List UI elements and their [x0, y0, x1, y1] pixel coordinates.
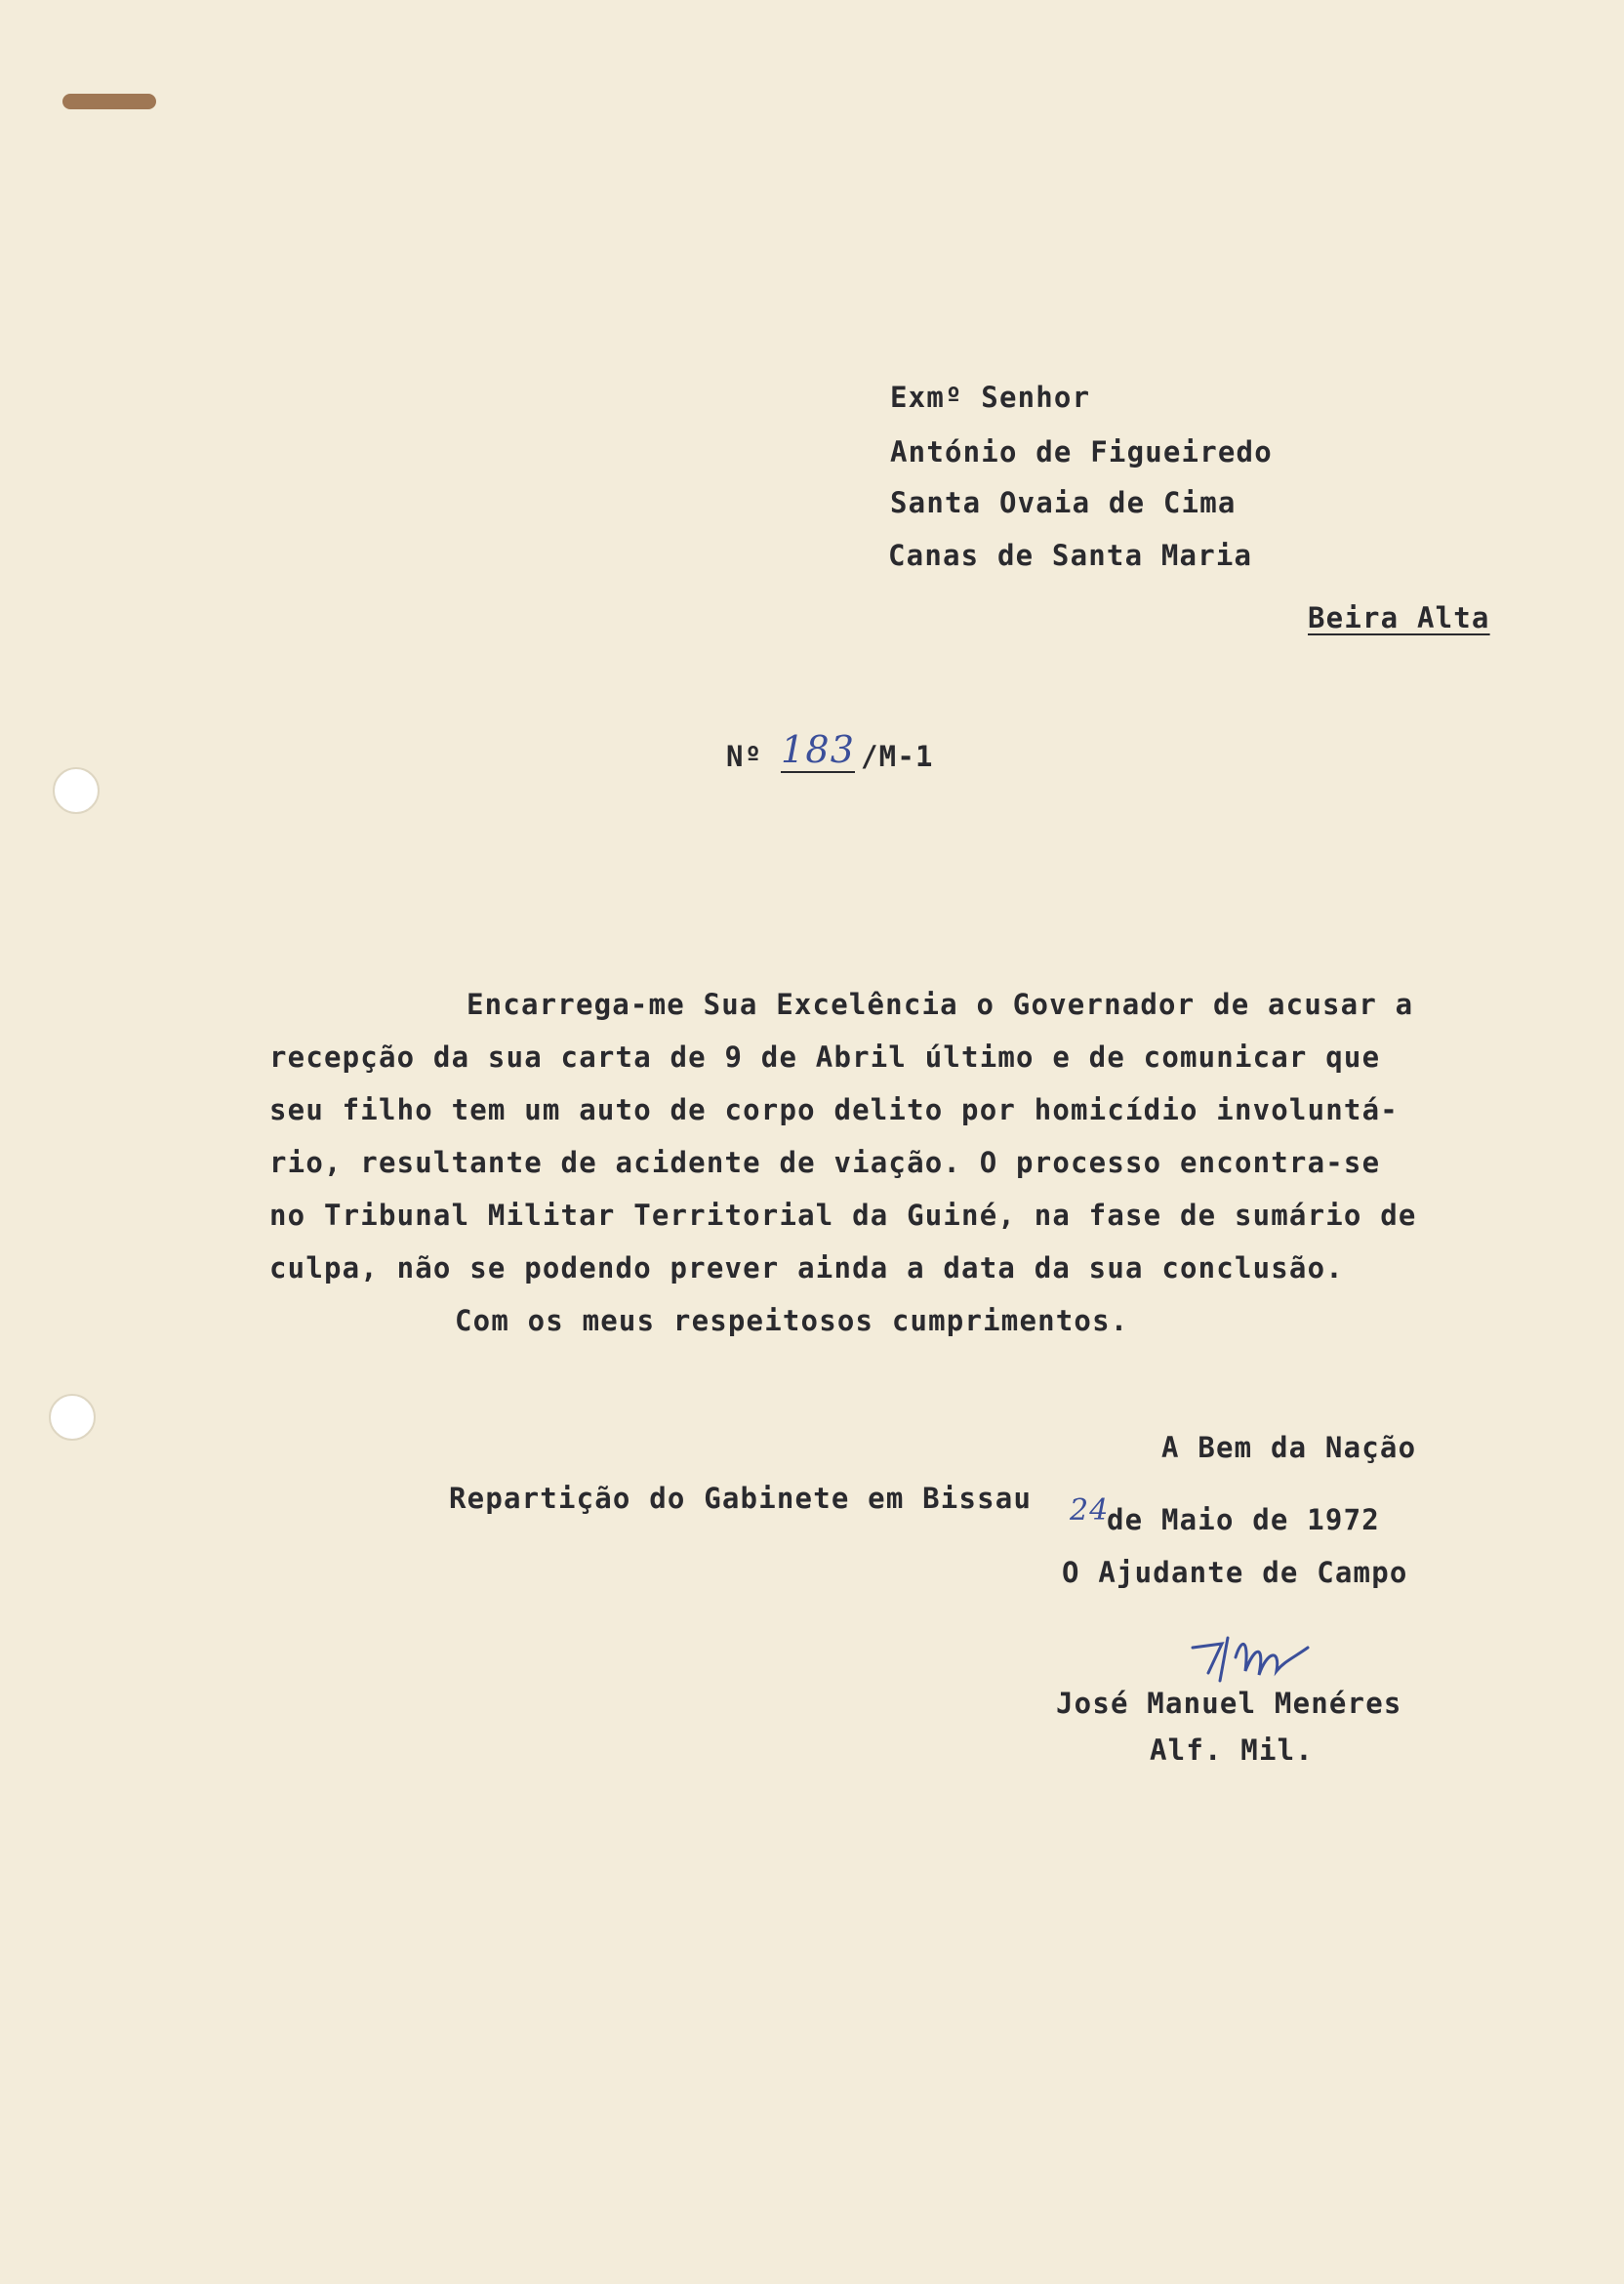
body-line-3: seu filho tem um auto de corpo delito por homicídio involuntá- [269, 1093, 1399, 1126]
body-line-1: Encarrega-me Sua Excelência o Governador de acusar a [467, 988, 1414, 1021]
body-line-6: culpa, não se podendo prever ainda a data da sua conclusão. [269, 1251, 1344, 1285]
place-prefix: Repartição do Gabinete em Bissau [449, 1482, 1033, 1515]
body-line-2: recepção da sua carta de 9 de Abril último e de comunicar que [269, 1040, 1381, 1074]
reference-number: 183 [781, 728, 856, 771]
body-closing-line: Com os meus respeitosos cumprimentos. [455, 1304, 1129, 1337]
punch-hole [53, 767, 100, 814]
address-line-4: Canas de Santa Maria [888, 539, 1253, 572]
reference-suffix: /M-1 [861, 740, 934, 773]
address-region: Beira Alta [1308, 601, 1490, 634]
handwritten-day: 24 [1070, 1493, 1110, 1528]
signatory-rank: Alf. Mil. [1150, 1733, 1314, 1767]
reference-prefix: Nº [726, 740, 763, 773]
punch-hole [49, 1394, 96, 1441]
body-line-5: no Tribunal Militar Territorial da Guiné, na fase de sumário de [269, 1199, 1417, 1232]
address-line-1: Exmº Senhor [890, 381, 1091, 414]
rust-stain [62, 94, 156, 109]
signatory-name: José Manuel Menéres [1056, 1687, 1402, 1720]
body-line-4: rio, resultante de acidente de viação. O processo encontra-se [269, 1146, 1381, 1179]
address-line-2: António de Figueiredo [890, 435, 1273, 469]
address-line-3: Santa Ovaia de Cima [890, 486, 1237, 519]
salutation: A Bem da Nação [1161, 1431, 1417, 1464]
place-suffix: de Maio de 1972 [1107, 1503, 1380, 1536]
signatory-role: O Ajudante de Campo [1062, 1556, 1408, 1589]
